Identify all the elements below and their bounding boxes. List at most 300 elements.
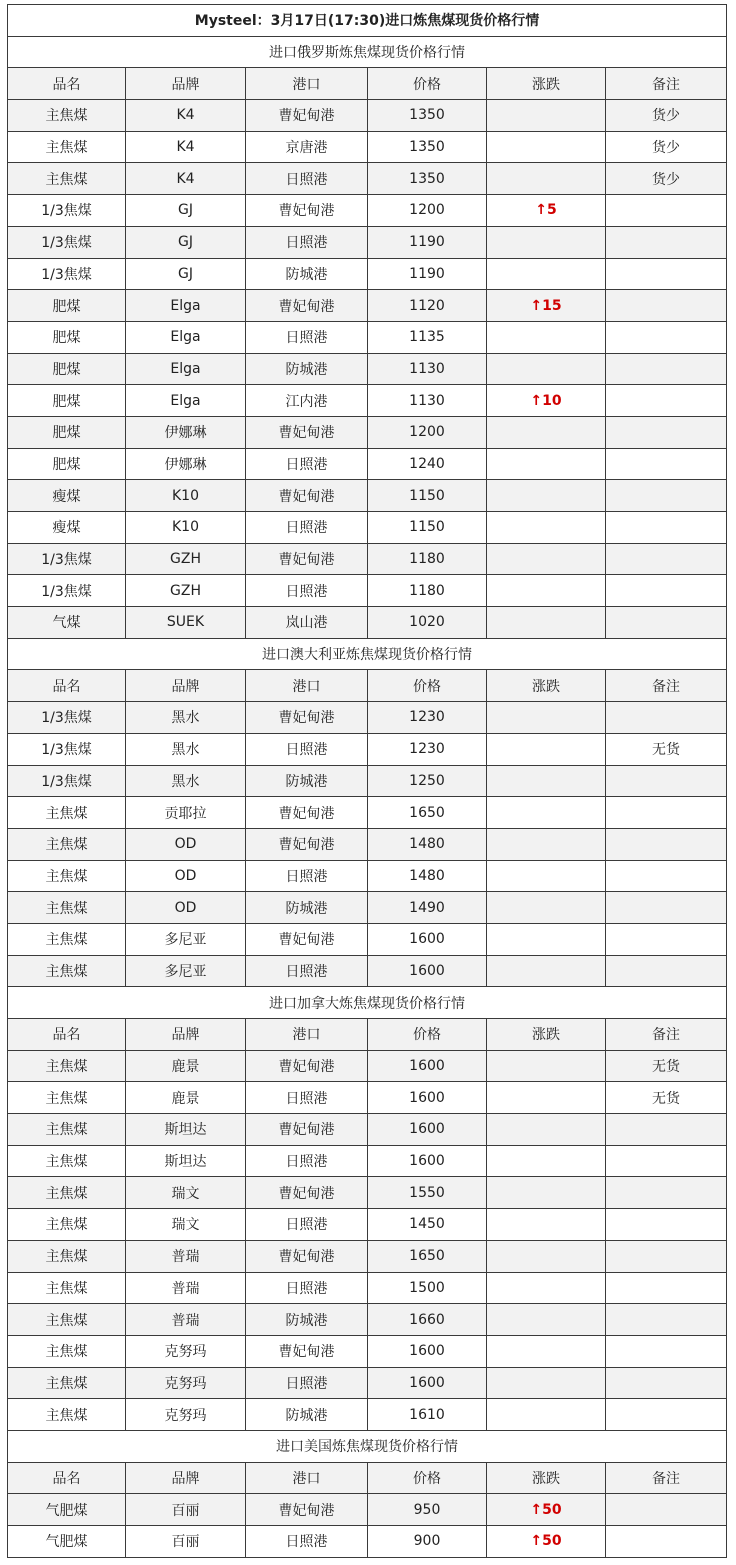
note-cell	[606, 258, 727, 290]
note-cell	[606, 765, 727, 797]
column-header: 港口	[246, 670, 368, 702]
change-cell	[487, 1335, 606, 1367]
note-cell: 货少	[606, 100, 727, 132]
price-cell: 1180	[368, 575, 487, 607]
change-cell	[487, 607, 606, 639]
brand-cell: 贡耶拉	[126, 797, 246, 829]
column-header: 价格	[368, 68, 487, 100]
price-cell: 1350	[368, 100, 487, 132]
note-cell	[606, 480, 727, 512]
port-cell: 曹妃甸港	[246, 1177, 368, 1209]
port-cell: 曹妃甸港	[246, 416, 368, 448]
price-cell: 1190	[368, 258, 487, 290]
brand-cell: 百丽	[126, 1526, 246, 1558]
brand-cell: 伊娜琳	[126, 416, 246, 448]
section-title: 进口澳大利亚炼焦煤现货价格行情	[8, 638, 727, 670]
column-header: 备注	[606, 68, 727, 100]
table-row	[8, 1304, 727, 1336]
price-cell: 1600	[368, 1082, 487, 1114]
column-header: 品名	[8, 670, 126, 702]
product-name-cell: 主焦煤	[8, 955, 126, 987]
note-cell	[606, 1494, 727, 1526]
brand-cell: 鹿景	[126, 1050, 246, 1082]
table-row	[8, 100, 727, 132]
brand-cell: 斯坦达	[126, 1145, 246, 1177]
product-name-cell: 气煤	[8, 607, 126, 639]
product-name-cell: 气肥煤	[8, 1526, 126, 1558]
price-cell: 1480	[368, 828, 487, 860]
price-cell: 1200	[368, 195, 487, 227]
note-cell	[606, 448, 727, 480]
change-cell	[487, 1272, 606, 1304]
change-cell	[487, 575, 606, 607]
port-cell: 曹妃甸港	[246, 1335, 368, 1367]
brand-cell: Elga	[126, 385, 246, 417]
brand-cell: Elga	[126, 290, 246, 322]
change-cell	[487, 163, 606, 195]
column-header: 涨跌	[487, 68, 606, 100]
table-row	[8, 955, 727, 987]
brand-cell: 黑水	[126, 733, 246, 765]
note-cell	[606, 1145, 727, 1177]
port-cell: 京唐港	[246, 131, 368, 163]
brand-cell: 克努玛	[126, 1335, 246, 1367]
product-name-cell: 瘦煤	[8, 480, 126, 512]
column-header: 价格	[368, 670, 487, 702]
port-cell: 日照港	[246, 1145, 368, 1177]
product-name-cell: 肥煤	[8, 448, 126, 480]
column-header: 港口	[246, 1019, 368, 1051]
note-cell: 货少	[606, 131, 727, 163]
port-cell: 曹妃甸港	[246, 290, 368, 322]
change-cell: ↑50	[487, 1494, 606, 1526]
column-header: 价格	[368, 1019, 487, 1051]
product-name-cell: 主焦煤	[8, 1114, 126, 1146]
price-cell: 950	[368, 1494, 487, 1526]
table-row	[8, 575, 727, 607]
change-cell	[487, 1177, 606, 1209]
product-name-cell: 主焦煤	[8, 163, 126, 195]
report-title: Mysteel：3月17日(17:30)进口炼焦煤现货价格行情	[8, 5, 727, 37]
table-row	[8, 195, 727, 227]
change-cell: ↑15	[487, 290, 606, 322]
brand-cell: 鹿景	[126, 1082, 246, 1114]
price-cell: 1650	[368, 797, 487, 829]
change-cell	[487, 353, 606, 385]
column-header-row	[8, 1462, 727, 1494]
change-cell	[487, 100, 606, 132]
brand-cell: 百丽	[126, 1494, 246, 1526]
table-row	[8, 321, 727, 353]
port-cell: 曹妃甸港	[246, 100, 368, 132]
brand-cell: K10	[126, 512, 246, 544]
product-name-cell: 主焦煤	[8, 1367, 126, 1399]
table-row	[8, 290, 727, 322]
port-cell: 防城港	[246, 1399, 368, 1431]
price-cell: 1650	[368, 1240, 487, 1272]
brand-cell: 瑞文	[126, 1177, 246, 1209]
table-row	[8, 448, 727, 480]
product-name-cell: 气肥煤	[8, 1494, 126, 1526]
note-cell	[606, 512, 727, 544]
note-cell	[606, 1526, 727, 1558]
product-name-cell: 主焦煤	[8, 797, 126, 829]
brand-cell: K4	[126, 100, 246, 132]
change-cell	[487, 1209, 606, 1241]
table-row	[8, 860, 727, 892]
note-cell	[606, 575, 727, 607]
section-title: 进口俄罗斯炼焦煤现货价格行情	[8, 36, 727, 68]
port-cell: 日照港	[246, 733, 368, 765]
brand-cell: OD	[126, 860, 246, 892]
port-cell: 曹妃甸港	[246, 1050, 368, 1082]
price-cell: 1600	[368, 1367, 487, 1399]
note-cell	[606, 226, 727, 258]
table-row	[8, 828, 727, 860]
change-cell	[487, 1240, 606, 1272]
price-cell: 1180	[368, 543, 487, 575]
table-row	[8, 1335, 727, 1367]
note-cell	[606, 860, 727, 892]
table-row	[8, 1145, 727, 1177]
column-header: 涨跌	[487, 1462, 606, 1494]
note-cell	[606, 1272, 727, 1304]
product-name-cell: 1/3焦煤	[8, 765, 126, 797]
brand-cell: 伊娜琳	[126, 448, 246, 480]
table-row	[8, 258, 727, 290]
change-cell	[487, 797, 606, 829]
note-cell	[606, 416, 727, 448]
note-cell	[606, 543, 727, 575]
column-header: 品名	[8, 1462, 126, 1494]
change-cell: ↑5	[487, 195, 606, 227]
table-row	[8, 1209, 727, 1241]
table-row	[8, 1399, 727, 1431]
product-name-cell: 肥煤	[8, 290, 126, 322]
price-cell: 1150	[368, 480, 487, 512]
column-header: 品牌	[126, 68, 246, 100]
port-cell: 日照港	[246, 1082, 368, 1114]
column-header: 备注	[606, 1462, 727, 1494]
column-header-row	[8, 68, 727, 100]
change-cell	[487, 1114, 606, 1146]
port-cell: 日照港	[246, 1526, 368, 1558]
price-cell: 1150	[368, 512, 487, 544]
price-cell: 1350	[368, 163, 487, 195]
change-cell	[487, 226, 606, 258]
price-cell: 1600	[368, 923, 487, 955]
change-cell	[487, 1304, 606, 1336]
port-cell: 曹妃甸港	[246, 195, 368, 227]
column-header-row	[8, 1019, 727, 1051]
brand-cell: OD	[126, 828, 246, 860]
price-cell: 1020	[368, 607, 487, 639]
brand-cell: 多尼亚	[126, 955, 246, 987]
port-cell: 日照港	[246, 1272, 368, 1304]
product-name-cell: 肥煤	[8, 321, 126, 353]
change-cell: ↑10	[487, 385, 606, 417]
change-cell	[487, 892, 606, 924]
product-name-cell: 1/3焦煤	[8, 543, 126, 575]
table-row	[8, 353, 727, 385]
table-row	[8, 543, 727, 575]
price-cell: 1600	[368, 1114, 487, 1146]
price-cell: 1200	[368, 416, 487, 448]
change-cell	[487, 480, 606, 512]
price-cell: 1120	[368, 290, 487, 322]
table-row	[8, 607, 727, 639]
note-cell	[606, 321, 727, 353]
port-cell: 曹妃甸港	[246, 1114, 368, 1146]
product-name-cell: 主焦煤	[8, 860, 126, 892]
note-cell	[606, 353, 727, 385]
port-cell: 日照港	[246, 1209, 368, 1241]
brand-cell: Elga	[126, 353, 246, 385]
note-cell	[606, 955, 727, 987]
price-cell: 1660	[368, 1304, 487, 1336]
port-cell: 日照港	[246, 226, 368, 258]
brand-cell: GJ	[126, 195, 246, 227]
note-cell	[606, 290, 727, 322]
price-cell: 1350	[368, 131, 487, 163]
product-name-cell: 1/3焦煤	[8, 226, 126, 258]
column-header: 涨跌	[487, 670, 606, 702]
note-cell: 货少	[606, 163, 727, 195]
product-name-cell: 瘦煤	[8, 512, 126, 544]
product-name-cell: 主焦煤	[8, 1335, 126, 1367]
column-header: 价格	[368, 1462, 487, 1494]
price-cell: 1480	[368, 860, 487, 892]
table-row	[8, 1367, 727, 1399]
table-row	[8, 1177, 727, 1209]
price-cell: 1130	[368, 353, 487, 385]
price-cell: 1500	[368, 1272, 487, 1304]
product-name-cell: 主焦煤	[8, 100, 126, 132]
product-name-cell: 主焦煤	[8, 1304, 126, 1336]
product-name-cell: 主焦煤	[8, 1177, 126, 1209]
note-cell: 无货	[606, 1082, 727, 1114]
price-cell: 1450	[368, 1209, 487, 1241]
price-cell: 1600	[368, 1050, 487, 1082]
note-cell	[606, 1335, 727, 1367]
column-header: 品牌	[126, 1019, 246, 1051]
note-cell	[606, 1209, 727, 1241]
brand-cell: 瑞文	[126, 1209, 246, 1241]
product-name-cell: 主焦煤	[8, 1272, 126, 1304]
change-cell	[487, 923, 606, 955]
product-name-cell: 1/3焦煤	[8, 733, 126, 765]
price-cell: 1600	[368, 955, 487, 987]
product-name-cell: 主焦煤	[8, 1240, 126, 1272]
table-row	[8, 702, 727, 734]
brand-cell: 普瑞	[126, 1240, 246, 1272]
change-cell	[487, 860, 606, 892]
table-row	[8, 512, 727, 544]
column-header-row	[8, 670, 727, 702]
port-cell: 日照港	[246, 955, 368, 987]
product-name-cell: 主焦煤	[8, 1399, 126, 1431]
product-name-cell: 1/3焦煤	[8, 702, 126, 734]
table-row	[8, 797, 727, 829]
product-name-cell: 主焦煤	[8, 1082, 126, 1114]
product-name-cell: 主焦煤	[8, 923, 126, 955]
price-table-container	[7, 4, 726, 1558]
change-cell	[487, 1145, 606, 1177]
column-header: 品名	[8, 68, 126, 100]
table-row	[8, 765, 727, 797]
column-header: 品牌	[126, 670, 246, 702]
note-cell	[606, 1177, 727, 1209]
port-cell: 日照港	[246, 321, 368, 353]
product-name-cell: 主焦煤	[8, 1209, 126, 1241]
price-cell: 1190	[368, 226, 487, 258]
brand-cell: GJ	[126, 258, 246, 290]
port-cell: 岚山港	[246, 607, 368, 639]
brand-cell: K10	[126, 480, 246, 512]
note-cell	[606, 923, 727, 955]
product-name-cell: 主焦煤	[8, 828, 126, 860]
table-row	[8, 1114, 727, 1146]
change-cell	[487, 765, 606, 797]
port-cell: 日照港	[246, 448, 368, 480]
table-row	[8, 1272, 727, 1304]
price-cell: 1130	[368, 385, 487, 417]
note-cell	[606, 892, 727, 924]
column-header: 品牌	[126, 1462, 246, 1494]
table-row	[8, 1240, 727, 1272]
brand-cell: GZH	[126, 575, 246, 607]
column-header: 备注	[606, 670, 727, 702]
change-cell	[487, 543, 606, 575]
brand-cell: 普瑞	[126, 1304, 246, 1336]
product-name-cell: 主焦煤	[8, 1145, 126, 1177]
note-cell	[606, 1367, 727, 1399]
table-row	[8, 131, 727, 163]
port-cell: 日照港	[246, 1367, 368, 1399]
price-cell: 1610	[368, 1399, 487, 1431]
note-cell	[606, 1114, 727, 1146]
product-name-cell: 肥煤	[8, 353, 126, 385]
table-row	[8, 1082, 727, 1114]
port-cell: 曹妃甸港	[246, 543, 368, 575]
product-name-cell: 1/3焦煤	[8, 575, 126, 607]
table-row	[8, 1526, 727, 1558]
note-cell: 无货	[606, 1050, 727, 1082]
note-cell	[606, 702, 727, 734]
product-name-cell: 1/3焦煤	[8, 258, 126, 290]
note-cell	[606, 195, 727, 227]
port-cell: 日照港	[246, 575, 368, 607]
brand-cell: 多尼亚	[126, 923, 246, 955]
brand-cell: K4	[126, 131, 246, 163]
port-cell: 日照港	[246, 512, 368, 544]
port-cell: 日照港	[246, 163, 368, 195]
port-cell: 日照港	[246, 860, 368, 892]
product-name-cell: 主焦煤	[8, 131, 126, 163]
port-cell: 曹妃甸港	[246, 480, 368, 512]
brand-cell: SUEK	[126, 607, 246, 639]
port-cell: 曹妃甸港	[246, 1240, 368, 1272]
brand-cell: 黑水	[126, 765, 246, 797]
price-cell: 1230	[368, 702, 487, 734]
brand-cell: 克努玛	[126, 1367, 246, 1399]
port-cell: 防城港	[246, 1304, 368, 1336]
port-cell: 曹妃甸港	[246, 1494, 368, 1526]
product-name-cell: 1/3焦煤	[8, 195, 126, 227]
brand-cell: 克努玛	[126, 1399, 246, 1431]
change-cell	[487, 1367, 606, 1399]
product-name-cell: 主焦煤	[8, 892, 126, 924]
port-cell: 防城港	[246, 353, 368, 385]
price-cell: 1600	[368, 1335, 487, 1367]
table-row	[8, 416, 727, 448]
port-cell: 江内港	[246, 385, 368, 417]
price-cell: 1135	[368, 321, 487, 353]
column-header: 备注	[606, 1019, 727, 1051]
change-cell	[487, 131, 606, 163]
change-cell	[487, 1050, 606, 1082]
section-title-row	[8, 638, 727, 670]
price-cell: 1600	[368, 1145, 487, 1177]
note-cell	[606, 1304, 727, 1336]
change-cell	[487, 1082, 606, 1114]
price-cell: 1550	[368, 1177, 487, 1209]
note-cell	[606, 385, 727, 417]
column-header: 涨跌	[487, 1019, 606, 1051]
price-cell: 1250	[368, 765, 487, 797]
column-header: 港口	[246, 1462, 368, 1494]
note-cell	[606, 607, 727, 639]
table-row	[8, 923, 727, 955]
change-cell	[487, 955, 606, 987]
change-cell	[487, 828, 606, 860]
report-title-row	[8, 5, 727, 37]
product-name-cell: 肥煤	[8, 385, 126, 417]
port-cell: 防城港	[246, 765, 368, 797]
port-cell: 曹妃甸港	[246, 828, 368, 860]
change-cell	[487, 512, 606, 544]
port-cell: 曹妃甸港	[246, 702, 368, 734]
product-name-cell: 主焦煤	[8, 1050, 126, 1082]
brand-cell: K4	[126, 163, 246, 195]
port-cell: 曹妃甸港	[246, 923, 368, 955]
product-name-cell: 肥煤	[8, 416, 126, 448]
table-row	[8, 1494, 727, 1526]
column-header: 品名	[8, 1019, 126, 1051]
price-cell: 1240	[368, 448, 487, 480]
brand-cell: GJ	[126, 226, 246, 258]
table-row	[8, 163, 727, 195]
price-cell: 1230	[368, 733, 487, 765]
section-title-row	[8, 987, 727, 1019]
change-cell	[487, 733, 606, 765]
change-cell	[487, 258, 606, 290]
change-cell	[487, 1399, 606, 1431]
change-cell	[487, 416, 606, 448]
brand-cell: 斯坦达	[126, 1114, 246, 1146]
price-table	[7, 4, 727, 1558]
port-cell: 防城港	[246, 892, 368, 924]
table-row	[8, 733, 727, 765]
note-cell: 无货	[606, 733, 727, 765]
note-cell	[606, 1399, 727, 1431]
brand-cell: 黑水	[126, 702, 246, 734]
change-cell	[487, 702, 606, 734]
note-cell	[606, 1240, 727, 1272]
change-cell	[487, 448, 606, 480]
section-title-row	[8, 36, 727, 68]
price-cell: 1490	[368, 892, 487, 924]
